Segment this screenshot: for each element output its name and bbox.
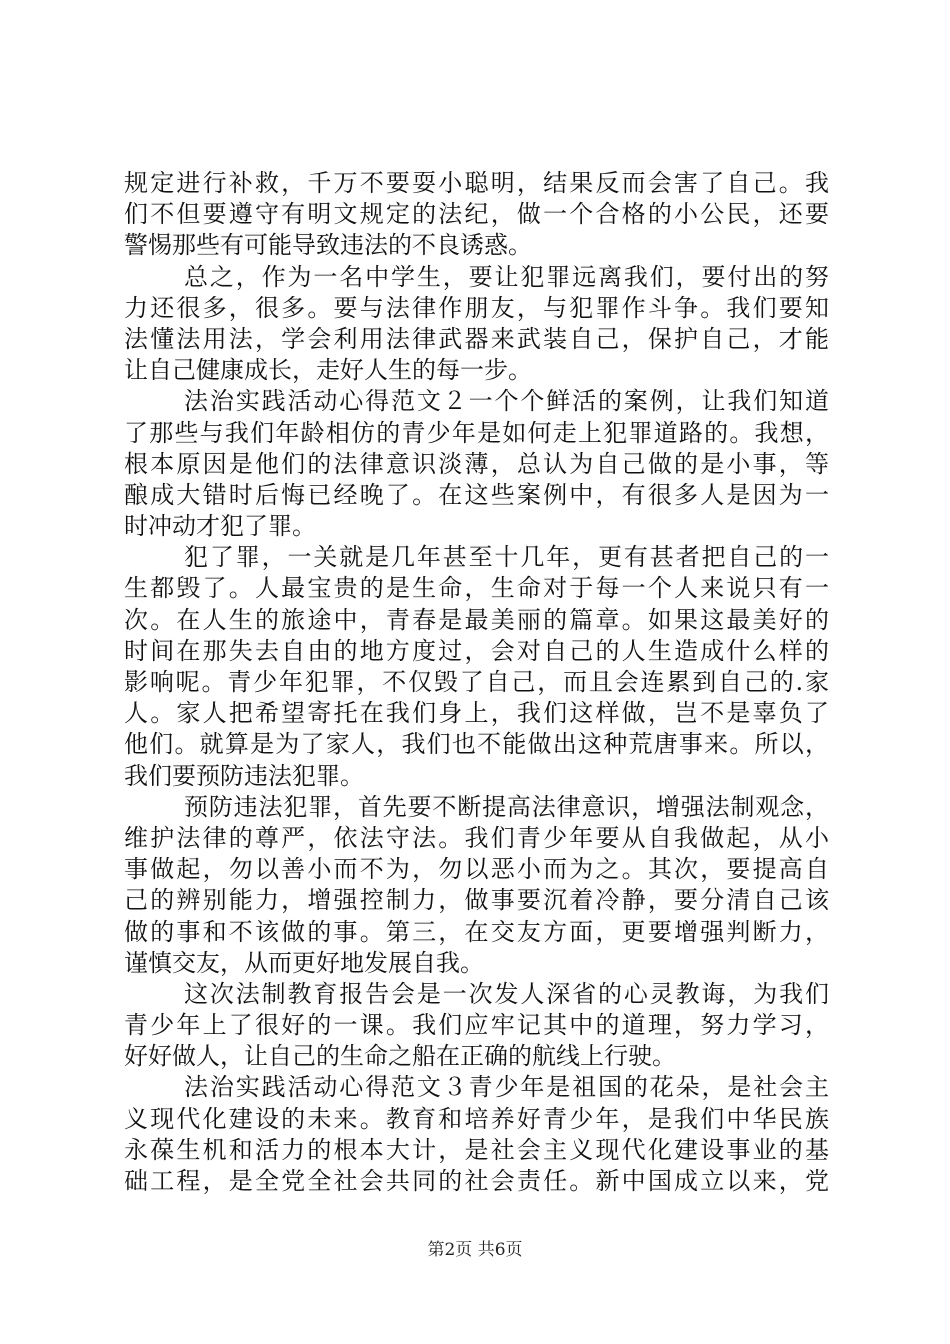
text-line: 根本原因是他们的法律意识淡薄，总认为自己做的是小事，等 xyxy=(124,449,829,478)
text-line: 永葆生机和活力的根本大计，是社会主义现代化建设事业的基 xyxy=(124,1135,829,1164)
text-line: 酿成大错时后悔已经晚了。在这些案例中，有很多人是因为一 xyxy=(124,480,829,509)
paragraph-first-line: 总之，作为一名中学生，要让犯罪远离我们，要付出的努 xyxy=(184,262,829,291)
page-number-footer: 第2页 共6页 xyxy=(427,1240,523,1260)
text-line: 做的事和不该做的事。第三，在交友方面，更要增强判断力， xyxy=(124,917,829,946)
paragraph-first-line: 这次法制教育报告会是一次发人深省的心灵教诲，为我们 xyxy=(184,979,829,1008)
text-line: 维护法律的尊严，依法守法。我们青少年要从自我做起，从小 xyxy=(124,823,829,852)
text-line: 法懂法用法，学会利用法律武器来武装自己，保护自己，才能 xyxy=(124,324,829,353)
text-line: 好好做人，让自己的生命之船在正确的航线上行驶。 xyxy=(124,1042,676,1071)
paragraph-first-line: 法治实践活动心得范文３青少年是祖国的花朵，是社会主 xyxy=(184,1073,829,1102)
text-line: 时间在那失去自由的地方度过，会对自己的人生造成什么样的 xyxy=(124,636,829,665)
text-line: 义现代化建设的未来。教育和培养好青少年，是我们中华民族 xyxy=(124,1104,829,1133)
text-line: 警惕那些有可能导致违法的不良诱惑。 xyxy=(124,231,532,260)
text-line: 事做起，勿以善小而不为，勿以恶小而为之。其次，要提高自 xyxy=(124,855,829,884)
text-line: 了那些与我们年龄相仿的青少年是如何走上犯罪道路的。我想， xyxy=(124,418,829,447)
paragraph-first-line: 法治实践活动心得范文２一个个鲜活的案例，让我们知道 xyxy=(184,387,829,416)
text-line: 己的辨别能力，增强控制力，做事要沉着冷静，要分清自己该 xyxy=(124,886,829,915)
text-line: 让自己健康成长，走好人生的每一步。 xyxy=(124,356,532,385)
text-line: 规定进行补救，千万不要耍小聪明，结果反而会害了自己。我 xyxy=(124,169,829,197)
text-line: 础工程，是全党全社会共同的社会责任。新中国成立以来，党 xyxy=(124,1167,829,1195)
text-line: 我们要预防违法犯罪。 xyxy=(124,761,364,790)
text-line: 力还很多，很多。要与法律作朋友，与犯罪作斗争。我们要知 xyxy=(124,293,829,322)
text-line: 影响呢。青少年犯罪，不仅毁了自己，而且会连累到自己的.家 xyxy=(124,668,829,696)
paragraph-first-line: 预防违法犯罪，首先要不断提高法律意识，增强法制观念， xyxy=(184,792,829,821)
paragraph-first-line: 犯了罪，一关就是几年甚至十几年，更有甚者把自己的一 xyxy=(184,543,829,572)
document-body xyxy=(124,168,829,1197)
text-line: 谨慎交友，从而更好地发展自我。 xyxy=(124,948,484,977)
text-line: 们不但要遵守有明文规定的法纪，做一个合格的小公民，还要 xyxy=(124,200,829,229)
text-line: 人。家人把希望寄托在我们身上，我们这样做，岂不是辜负了 xyxy=(124,699,829,728)
text-line: 次。在人生的旅途中，青春是最美丽的篇章。如果这最美好的 xyxy=(124,605,829,634)
text-line: 他们。就算是为了家人，我们也不能做出这种荒唐事来。所以， xyxy=(124,730,829,759)
text-line: 时冲动才犯了罪。 xyxy=(124,512,316,541)
text-line: 生都毁了。人最宝贵的是生命，生命对于每一个人来说只有一 xyxy=(124,574,829,603)
text-line: 青少年上了很好的一课。我们应牢记其中的道理，努力学习， xyxy=(124,1011,829,1040)
